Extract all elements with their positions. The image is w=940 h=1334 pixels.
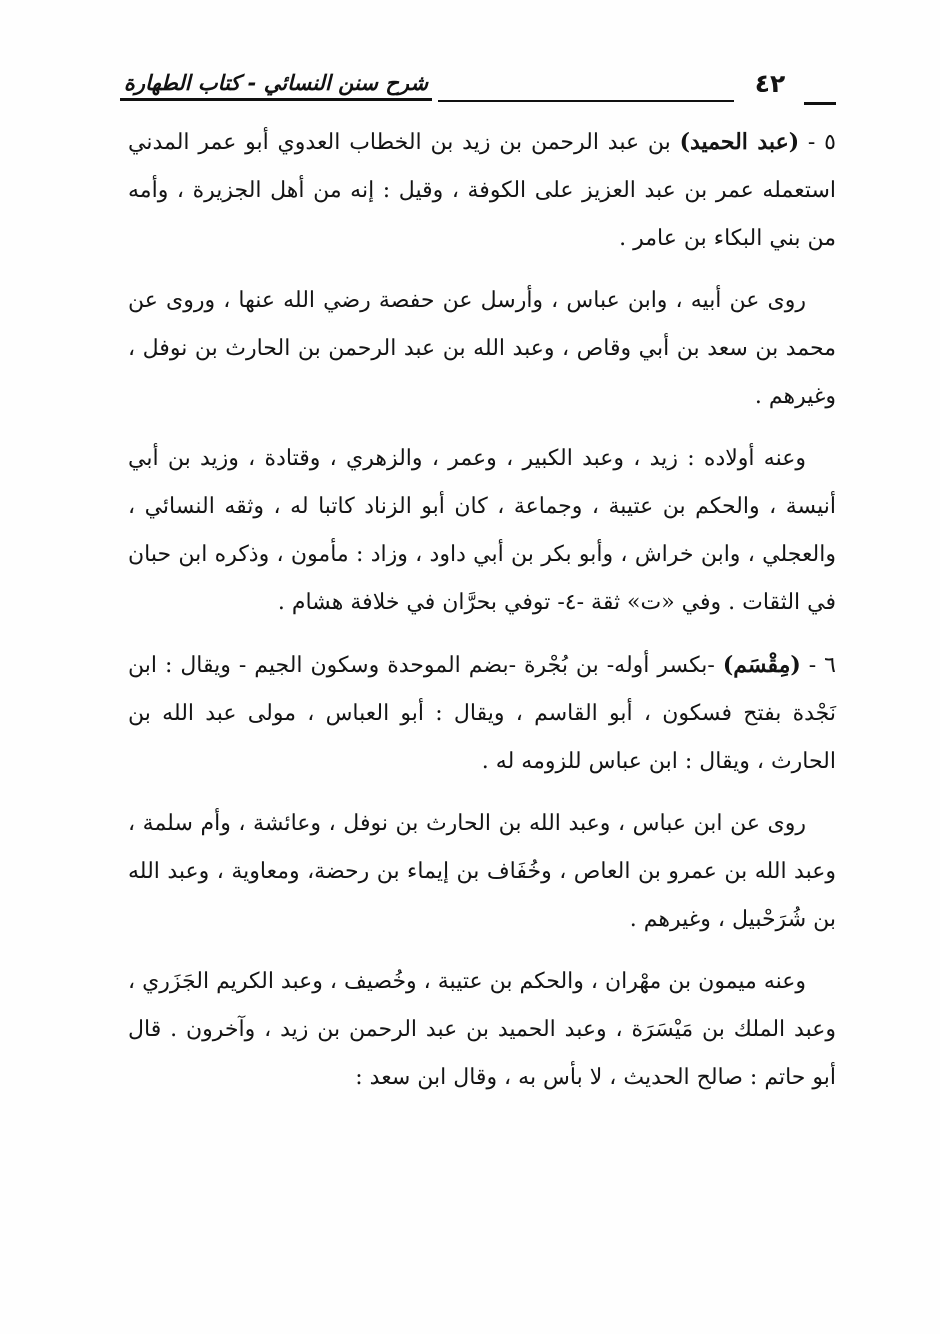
entry-5 (128, 118, 836, 263)
entry-name: (عبد الحميد) (679, 129, 800, 155)
running-title: شرح سنن النسائي - كتاب الطهارة (123, 71, 429, 95)
page-body (128, 118, 836, 1116)
narrated-from-paragraph: روى عن أبيه ، وابن عباس ، وأرسل عن حفصة رضي الله عنها ، وروى عن محمد بن سعد بن أبي وقاص ، وعبد الله بن عبد الرحمن بن الحارث بن نوفل ، وغيرهم . (128, 288, 836, 409)
header-rule-middle (438, 100, 734, 102)
narrators-paragraph: وعنه ميمون بن مهْران ، والحكم بن عتيبة ، وخُصيف ، وعبد الكريم الجَزَري ، وعبد الملك بن مَيْسَرَة ، وعبد الحميد بن عبد الرحمن بن زيد ، وآخرون . قال أبو حاتم : صالح الحديث ، لا بأس به ، وقال ابن سعد : (127, 969, 836, 1090)
header-rule-short (804, 102, 836, 105)
entry-name: (مِقْسَم) (722, 652, 801, 678)
page-number: ٤٢ (754, 69, 786, 98)
page-header (120, 58, 836, 104)
entry-text: بن عبد الرحمن بن زيد بن الخطاب العدوي أبو عمر المدني استعمله عمر بن عبد العزيز على الكوفة ، وقيل : إنه من أهل الجزيرة ، وأمه من بني البكاء بن عامر . (128, 130, 836, 251)
header-rule (120, 98, 432, 101)
entry-6 (128, 641, 836, 786)
narrated-from-paragraph: روى عن ابن عباس ، وعبد الله بن الحارث بن نوفل ، وعائشة ، وأم سلمة ، وعبد الله بن عمرو بن العاص ، وخُفَاف بن إيماء بن رحضة، ومعاوية ، وعبد الله بن شُرَحْبيل ، وغيرهم . (128, 811, 836, 932)
entry-number: ٥ - (799, 130, 836, 155)
narrators-paragraph: وعنه أولاده : زيد ، وعبد الكبير ، وعمر ، والزهري ، وقتادة ، وزيد بن أبي أنيسة ، والحكم بن عتيبة ، وجماعة ، كان أبو الزناد كاتبا له ، وثقه النسائي ، والعجلي ، وابن خراش ، وأبو بكر بن أبي داود ، وزاد : مأمون ، وذكره ابن حبان في الثقات . وفي «ت» ثقة -٤- توفي بحرَّان في خلافة هشام . (128, 446, 836, 615)
entry-text: -بكسر أوله- بن بُجْرة -بضم الموحدة وسكون الجيم - ويقال : ابن نَجْدة بفتح فسكون ، أبو القاسم ، ويقال : أبو العباس ، مولى عبد الله بن الحارث ، ويقال : ابن عباس للزومه له . (128, 653, 836, 774)
entry-number: ٦ - (800, 653, 836, 678)
